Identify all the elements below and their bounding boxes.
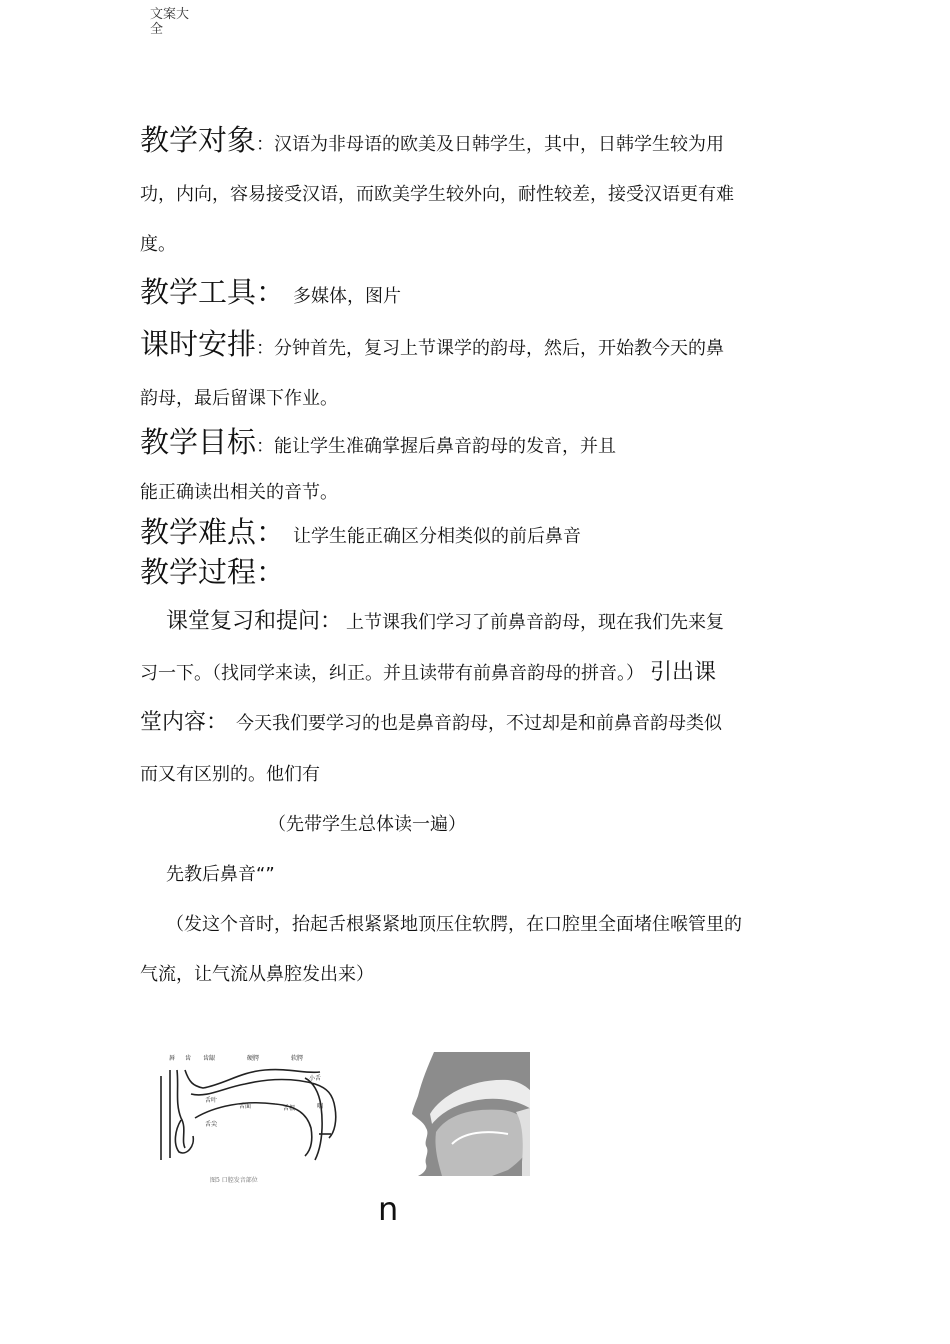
process-label: 教学过程： bbox=[140, 555, 286, 589]
review-line2 bbox=[140, 655, 716, 686]
section-difficulty bbox=[140, 510, 581, 551]
review-label: 课堂复习和提问： bbox=[166, 609, 343, 634]
tools-label: 教学工具： bbox=[140, 275, 286, 309]
object-line1: 汉语为非母语的欧美及日韩学生，其中，日韩学生较为用 bbox=[274, 134, 725, 155]
header-label-line2: 全 bbox=[150, 22, 164, 37]
difficulty-text: 让学生能正确区分相类似的前后鼻音 bbox=[293, 526, 582, 547]
schedule-line2: 韵母，最后留课下作业。 bbox=[140, 388, 338, 409]
review-line1: 上节课我们学习了前鼻音韵母，现在我们先来复 bbox=[346, 612, 725, 633]
label-soft-palate: 软腭 bbox=[291, 1055, 304, 1062]
note-line1: （发这个音时，抬起舌根紧紧地顶压住软腭，在口腔里全面堵住喉管里的 bbox=[166, 914, 742, 935]
label-lip: 唇 bbox=[169, 1055, 176, 1062]
section-goal bbox=[140, 420, 616, 461]
label-hard-palate: 硬腭 bbox=[247, 1055, 260, 1062]
difficulty-label: 教学难点： bbox=[140, 515, 286, 549]
note-line2: 气流，让气流从鼻腔发出来） bbox=[140, 964, 374, 985]
object-line3: 度。 bbox=[140, 234, 176, 255]
review-line3-lead: 堂内容： bbox=[140, 710, 229, 735]
review-line2-text: 习一下。（找同学来读，纠正。并且读带有前鼻音韵母的拼音。） bbox=[140, 663, 644, 684]
schedule-line1: 分钟首先，复习上节课学的韵母，然后，开始教今天的鼻 bbox=[274, 338, 725, 359]
label-pharynx: 咽 bbox=[317, 1103, 324, 1110]
label-tongue-root: 舌根 bbox=[283, 1105, 296, 1112]
goal-colon: ： bbox=[256, 436, 275, 457]
label-tongue-blade: 舌叶 bbox=[205, 1097, 218, 1104]
review-line4: 而又有区别的。他们有 bbox=[140, 764, 320, 785]
tools-text: 多媒体，图片 bbox=[293, 286, 402, 307]
review-line3 bbox=[140, 705, 722, 736]
review-line3-text: 今天我们要学习的也是鼻音韵母，不过却是和前鼻音韵母类似 bbox=[236, 713, 723, 734]
object-line2: 功，内向，容易接受汉语，而欧美学生较外向，耐性较差，接受汉语更有难 bbox=[140, 184, 734, 205]
header-label-line1: 文案大 bbox=[150, 7, 190, 22]
teach-first-line: 先教后鼻音“” bbox=[166, 864, 275, 885]
head-section-figure bbox=[412, 1052, 538, 1176]
object-colon: ： bbox=[256, 134, 275, 155]
section-schedule bbox=[140, 322, 724, 363]
schedule-colon: ： bbox=[256, 338, 275, 359]
figure-caption: 图5 口腔发音部位 bbox=[210, 1177, 258, 1184]
section-review bbox=[166, 604, 724, 635]
section-object bbox=[140, 118, 724, 159]
label-tongue-tip: 舌尖 bbox=[205, 1121, 218, 1128]
label-teeth: 齿 bbox=[185, 1055, 192, 1062]
review-line2-lead: 引出课 bbox=[650, 660, 717, 685]
mouth-diagram-figure bbox=[155, 1048, 355, 1184]
label-uvula: 小舌 bbox=[309, 1075, 322, 1082]
goal-label: 教学目标 bbox=[140, 425, 257, 459]
read-all-note: （先带学生总体读一遍） bbox=[268, 814, 466, 835]
goal-line2: 能正确读出相关的音节。 bbox=[140, 482, 338, 503]
schedule-label: 课时安排 bbox=[140, 327, 257, 361]
object-label: 教学对象 bbox=[140, 123, 257, 157]
bottom-letter-n: n bbox=[378, 1190, 399, 1228]
label-alveolar: 齿龈 bbox=[203, 1055, 216, 1062]
label-tongue-front: 舌面 bbox=[239, 1103, 252, 1110]
goal-line1: 能让学生准确掌握后鼻音韵母的发音，并且 bbox=[274, 436, 617, 457]
section-tools bbox=[140, 270, 401, 311]
